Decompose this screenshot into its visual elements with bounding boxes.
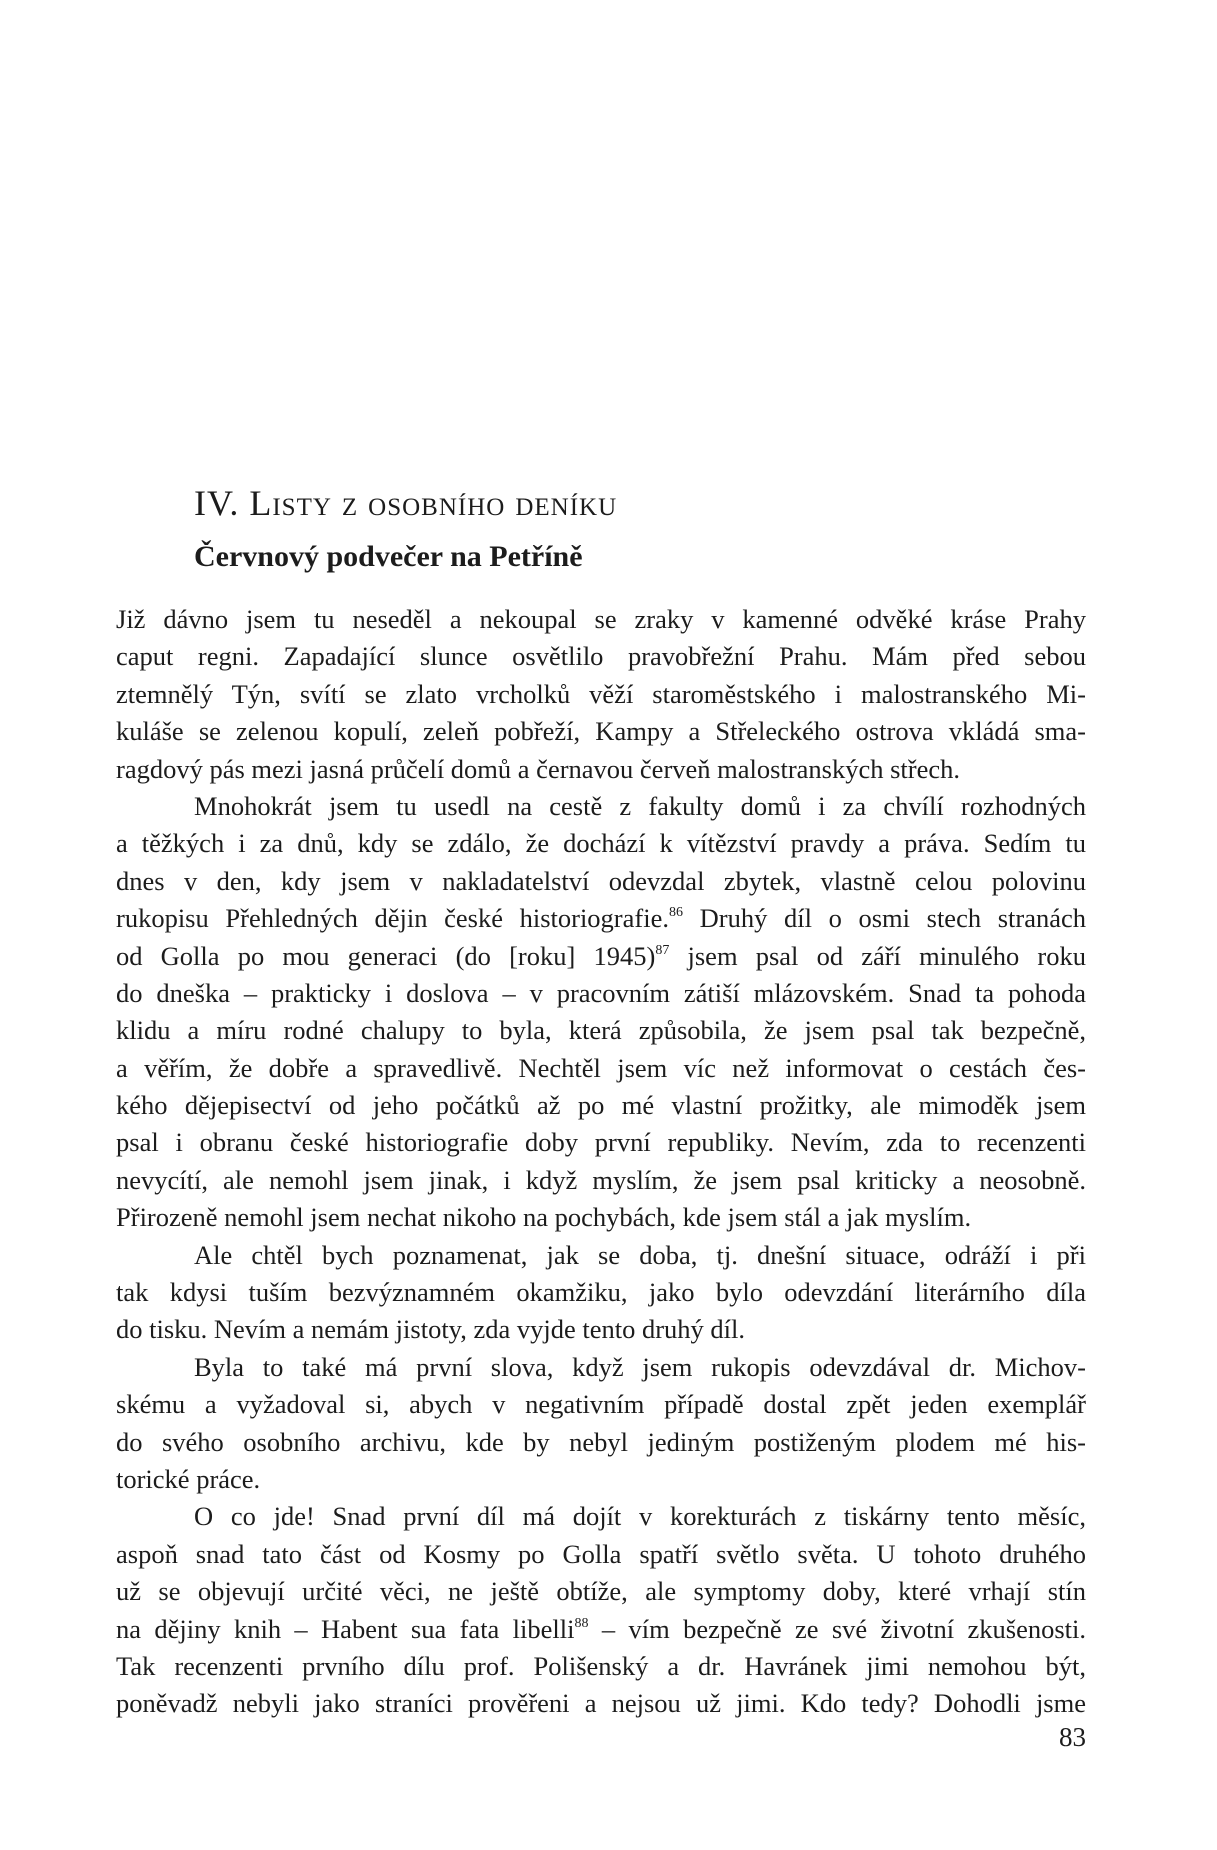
footnote-ref: 88: [574, 1615, 589, 1631]
text-line: a těžkých i za dnů, kdy se zdálo, že dochází k vítězství pravdy a práva. Sedím tu: [116, 828, 1086, 859]
text-line: do tisku. Nevím a nemám jistoty, zda vyjde tento druhý díl.: [116, 1314, 746, 1345]
text-line: torické práce.: [116, 1463, 261, 1494]
body-text: [116, 601, 1086, 1723]
section-title: Červnový podvečer na Petříně: [194, 540, 583, 573]
text-line: caput regni. Zapadající slunce osvětlilo pravobřežní Prahu. Mám před sebou: [116, 641, 1086, 672]
text-line: dnes v den, kdy jsem v nakladatelství odevzdal zbytek, vlastně celou polovinu: [116, 865, 1086, 896]
chapter-title: [194, 482, 617, 524]
text-line: rukopisu Přehledných dějin české historiografie.$^{86}$ Druhý díl o osmi stech stranách: [116, 903, 1087, 934]
text-line: už se objevují určité věci, ne ještě obtíže, ale symptomy doby, které vrhají stín: [116, 1576, 1086, 1607]
text-line: od Golla po mou generaci (do [roku] 1945)$^{87}$ jsem psal od září minulého roku: [116, 940, 1086, 971]
text-line: skému a vyžadoval si, abych v negativním případě dostal zpět jeden exemplář: [116, 1389, 1086, 1420]
text-line: Přirozeně nemohl jsem nechat nikoho na pochybách, kde jsem stál a jak myslím.: [116, 1202, 972, 1233]
text-line: do dneška – prakticky i doslova – v pracovním zátiší mlázovském. Snad ta pohoda: [116, 977, 1086, 1008]
chapter-number: IV.: [194, 483, 240, 523]
text-line: Tak recenzenti prvního dílu prof. Polišenský a dr. Havránek jimi nemohou být,: [116, 1650, 1086, 1681]
text-line: ragdový pás mezi jasná průčelí domů a černavou červeň malostranských střech.: [116, 753, 961, 784]
text-line: poněvadž nebyli jako straníci prověřeni a nejsou už jimi. Kdo tedy? Dohodli jsme: [116, 1688, 1086, 1719]
text-line: tak kdysi tuším bezvýznamném okamžiku, jako bylo odevzdání literárního díla: [116, 1277, 1086, 1308]
text-line: Mnohokrát jsem tu usedl na cestě z fakulty domů i za chvílí rozhodných: [194, 790, 1086, 821]
text-line: na dějiny knih – Habent sua fata libelli$^{88}$ – vím bezpečně ze své životní zkušenosti.: [116, 1613, 1087, 1644]
footnote-ref: 86: [668, 905, 683, 921]
text-line: nevycítí, ale nemohl jsem jinak, i když myslím, že jsem psal kriticky a neosobně.: [116, 1164, 1086, 1195]
text-line: psal i obranu české historiografie doby první republiky. Nevím, zda to recenzenti: [116, 1127, 1086, 1158]
text-line: O co jde! Snad první díl má dojít v korekturách z tiskárny tento měsíc,: [194, 1501, 1086, 1532]
text-line: Již dávno jsem tu neseděl a nekoupal se zraky v kamenné odvěké kráse Prahy: [116, 604, 1086, 634]
text-line: a věřím, že dobře a spravedlivě. Nechtěl jsem víc než informovat o cestách čes-: [116, 1052, 1086, 1083]
text-line: Byla to také má první slova, když jsem rukopis odevzdával dr. Michov-: [194, 1351, 1086, 1382]
text-line: aspoň snad tato část od Kosmy po Golla spatří světlo světa. U tohoto druhého: [116, 1538, 1086, 1569]
text-line: do svého osobního archivu, kde by nebyl jediným postiženým plodem mé his-: [116, 1426, 1086, 1457]
text-line: Ale chtěl bych poznamenat, jak se doba, tj. dnešní situace, odráží i při: [194, 1239, 1086, 1270]
page-number: 83: [1059, 1722, 1086, 1752]
text-line: kuláše se zelenou kopulí, zeleň pobřeží, Kampy a Střeleckého ostrova vkládá sma-: [116, 716, 1086, 747]
text-line: ztemnělý Týn, svítí se zlato vrcholků věží staroměstského i malostranského Mi-: [116, 678, 1086, 709]
text-line: kého dějepisectví od jeho počátků až po mé vlastní prožitky, ale mimoděk jsem: [116, 1090, 1086, 1121]
footnote-ref: 87: [655, 942, 670, 958]
chapter-name: Listy z osobního deníku: [249, 483, 618, 523]
text-line: klidu a míru rodné chalupy to byla, která způsobila, že jsem psal tak bezpečně,: [116, 1015, 1086, 1046]
